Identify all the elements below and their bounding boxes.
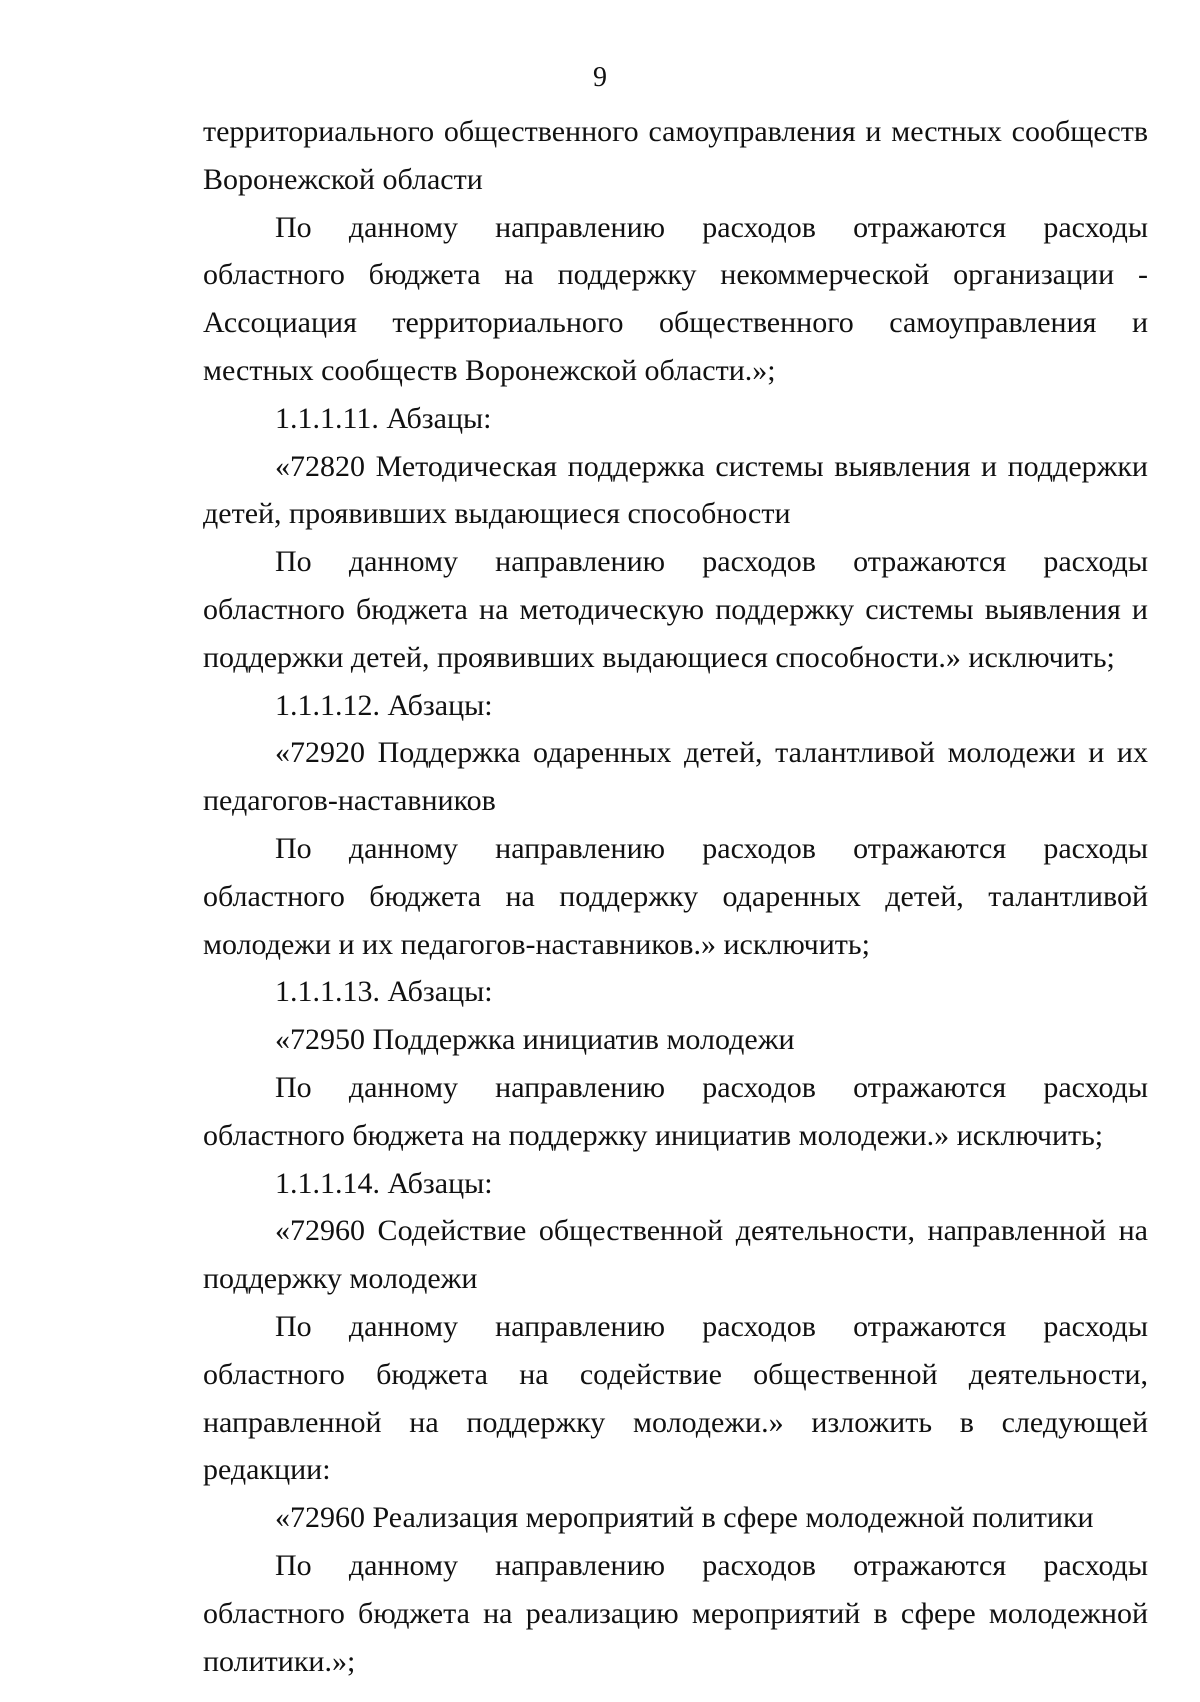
paragraph: По данному направлению расходов отражаются расходы областного бюджета на методическую поддержку системы выявления и поддержки детей, проявивших выдающиеся способности.» исключить;: [203, 545, 1148, 674]
quoted-paragraph: «72960 Содействие общественной деятельности, направленной на поддержку молодежи: [203, 1214, 1148, 1296]
quoted-paragraph: «72820 Методическая поддержка системы выявления и поддержки детей, проявивших выдающиеся способности: [203, 449, 1148, 531]
clause-heading: 1.1.1.14. Абзацы:: [275, 1166, 493, 1200]
quoted-paragraph: «72920 Поддержка одаренных детей, талантливой молодежи и их педагогов-наставников: [203, 736, 1148, 818]
document-body: [203, 108, 1148, 1685]
clause-heading: 1.1.1.13. Абзацы:: [275, 975, 493, 1009]
paragraph: По данному направлению расходов отражаются расходы областного бюджета на реализацию мероприятий в сфере молодежной политики.»;: [203, 1548, 1148, 1678]
clause-heading: 1.1.1.12. Абзацы:: [275, 688, 493, 722]
quoted-paragraph: «72950 Поддержка инициатив молодежи: [275, 1023, 795, 1057]
paragraph: По данному направлению расходов отражаются расходы областного бюджета на содействие общественной деятельности, направленной на поддержку молодежи.» изложить в следующей редакции:: [203, 1309, 1148, 1487]
paragraph-continuation: территориального общественного самоуправления и местных сообществ Воронежской области: [203, 115, 1148, 196]
paragraph: По данному направлению расходов отражаются расходы областного бюджета на поддержку одаренных детей, талантливой молодежи и их педагогов-наставников.» исключить;: [203, 831, 1148, 961]
paragraph: По данному направлению расходов отражаются расходы областного бюджета на поддержку инициатив молодежи.» исключить;: [203, 1070, 1148, 1152]
paragraph: По данному направлению расходов отражаются расходы областного бюджета на поддержку некоммерческой организации - Ассоциация территориального общественного самоуправления и местных сообществ Воронежской области.»;: [203, 210, 1148, 387]
clause-heading: 1.1.1.11. Абзацы:: [275, 401, 492, 435]
page-number: 9: [593, 62, 607, 93]
quoted-paragraph: «72960 Реализация мероприятий в сфере молодежной политики: [275, 1501, 1094, 1535]
